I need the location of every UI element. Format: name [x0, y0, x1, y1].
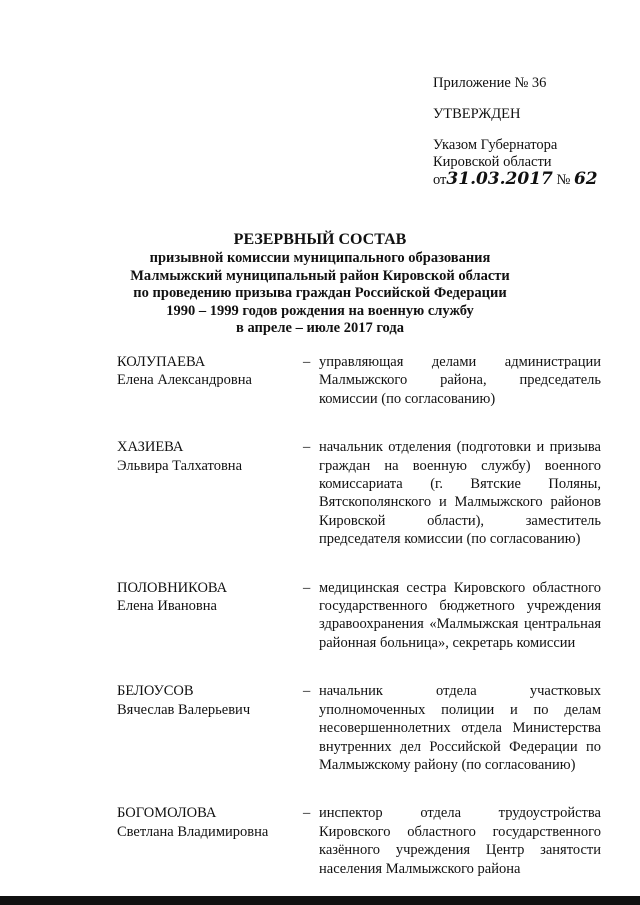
- member-role: управляющая делами администрации Малмыжского района, председатель комиссии (по согласованию): [319, 354, 601, 407]
- member-given-name: Светлана Владимировна: [117, 823, 269, 840]
- member-entry: [117, 804, 601, 878]
- member-surname: ХАЗИЕВА: [117, 439, 184, 456]
- title-line: в апреле – июле 2017 года: [236, 320, 404, 336]
- member-surname: ПОЛОВНИКОВА: [117, 579, 228, 596]
- date-prefix: от: [433, 172, 447, 188]
- member-given-name: Елена Александровна: [117, 372, 252, 389]
- member-name: [117, 438, 297, 475]
- member-dash: –: [303, 805, 311, 822]
- member-role: инспектор отдела трудоустройства Кировского областного государственного казённого учреждения Центр занятости населения Малмыжского района: [319, 805, 601, 877]
- decree-date-line: [433, 171, 598, 189]
- title-line: 1990 – 1999 годов рождения на военную службу: [166, 302, 474, 319]
- member-entry: [117, 682, 601, 774]
- member-surname: БОГОМОЛОВА: [117, 805, 217, 822]
- member-name: [117, 682, 297, 719]
- title-line: по проведению призыва граждан Российской Федерации: [133, 285, 507, 301]
- member-name: [117, 353, 297, 390]
- handwritten-date: 31.03.2017: [446, 169, 553, 189]
- appendix-number: Приложение № 36: [433, 75, 547, 91]
- member-entry: [117, 438, 601, 548]
- number-prefix: №: [556, 172, 571, 188]
- approval-block: [433, 75, 598, 189]
- member-dash: –: [303, 683, 311, 700]
- member-role: медицинская сестра Кировского областного государственного бюджетного учреждения здравоохранения «Малмыжская центральная районная больница», секретарь комиссии: [319, 579, 601, 651]
- member-given-name: Эльвира Талхатовна: [117, 457, 242, 474]
- member-dash: –: [303, 439, 311, 456]
- member-given-name: Елена Ивановна: [117, 598, 217, 615]
- approved-label: УТВЕРЖДЕН: [433, 106, 521, 122]
- member-given-name: Вячеслав Валерьевич: [117, 701, 251, 718]
- member-role: начальник отделения (подготовки и призыва граждан на военную службу) военного комиссариата (г. Вятские Поляны, Вятскополянского и Малмыжского районов Кировской области), заместитель председателя комиссии (по согласованию): [319, 439, 601, 548]
- member-dash: –: [303, 354, 311, 370]
- member-dash: –: [303, 579, 311, 596]
- members-list: [117, 353, 601, 878]
- document-title-block: [0, 230, 640, 338]
- document-title: РЕЗЕРВНЫЙ СОСТАВ: [233, 231, 407, 248]
- member-role: начальник отдела участковых уполномоченных полиции и по делам несовершеннолетних отдела Министерства внутренних дел Российской Федерации по Малмыжскому району (по согласованию): [319, 683, 601, 773]
- member-surname: КОЛУПАЕВА: [117, 354, 206, 370]
- title-line: Малмыжский муниципальный район Кировской области: [130, 267, 510, 284]
- decree-line-2: Кировской области: [433, 154, 552, 170]
- member-entry: [117, 353, 601, 408]
- decree-line-1: Указом Губернатора: [433, 137, 558, 153]
- handwritten-number: 62: [573, 169, 598, 189]
- scan-bottom-border: [0, 896, 640, 905]
- member-name: [117, 579, 297, 616]
- member-name: [117, 804, 297, 841]
- title-line: призывной комиссии муниципального образования: [149, 250, 491, 266]
- member-entry: [117, 579, 601, 653]
- member-surname: БЕЛОУСОВ: [117, 683, 194, 700]
